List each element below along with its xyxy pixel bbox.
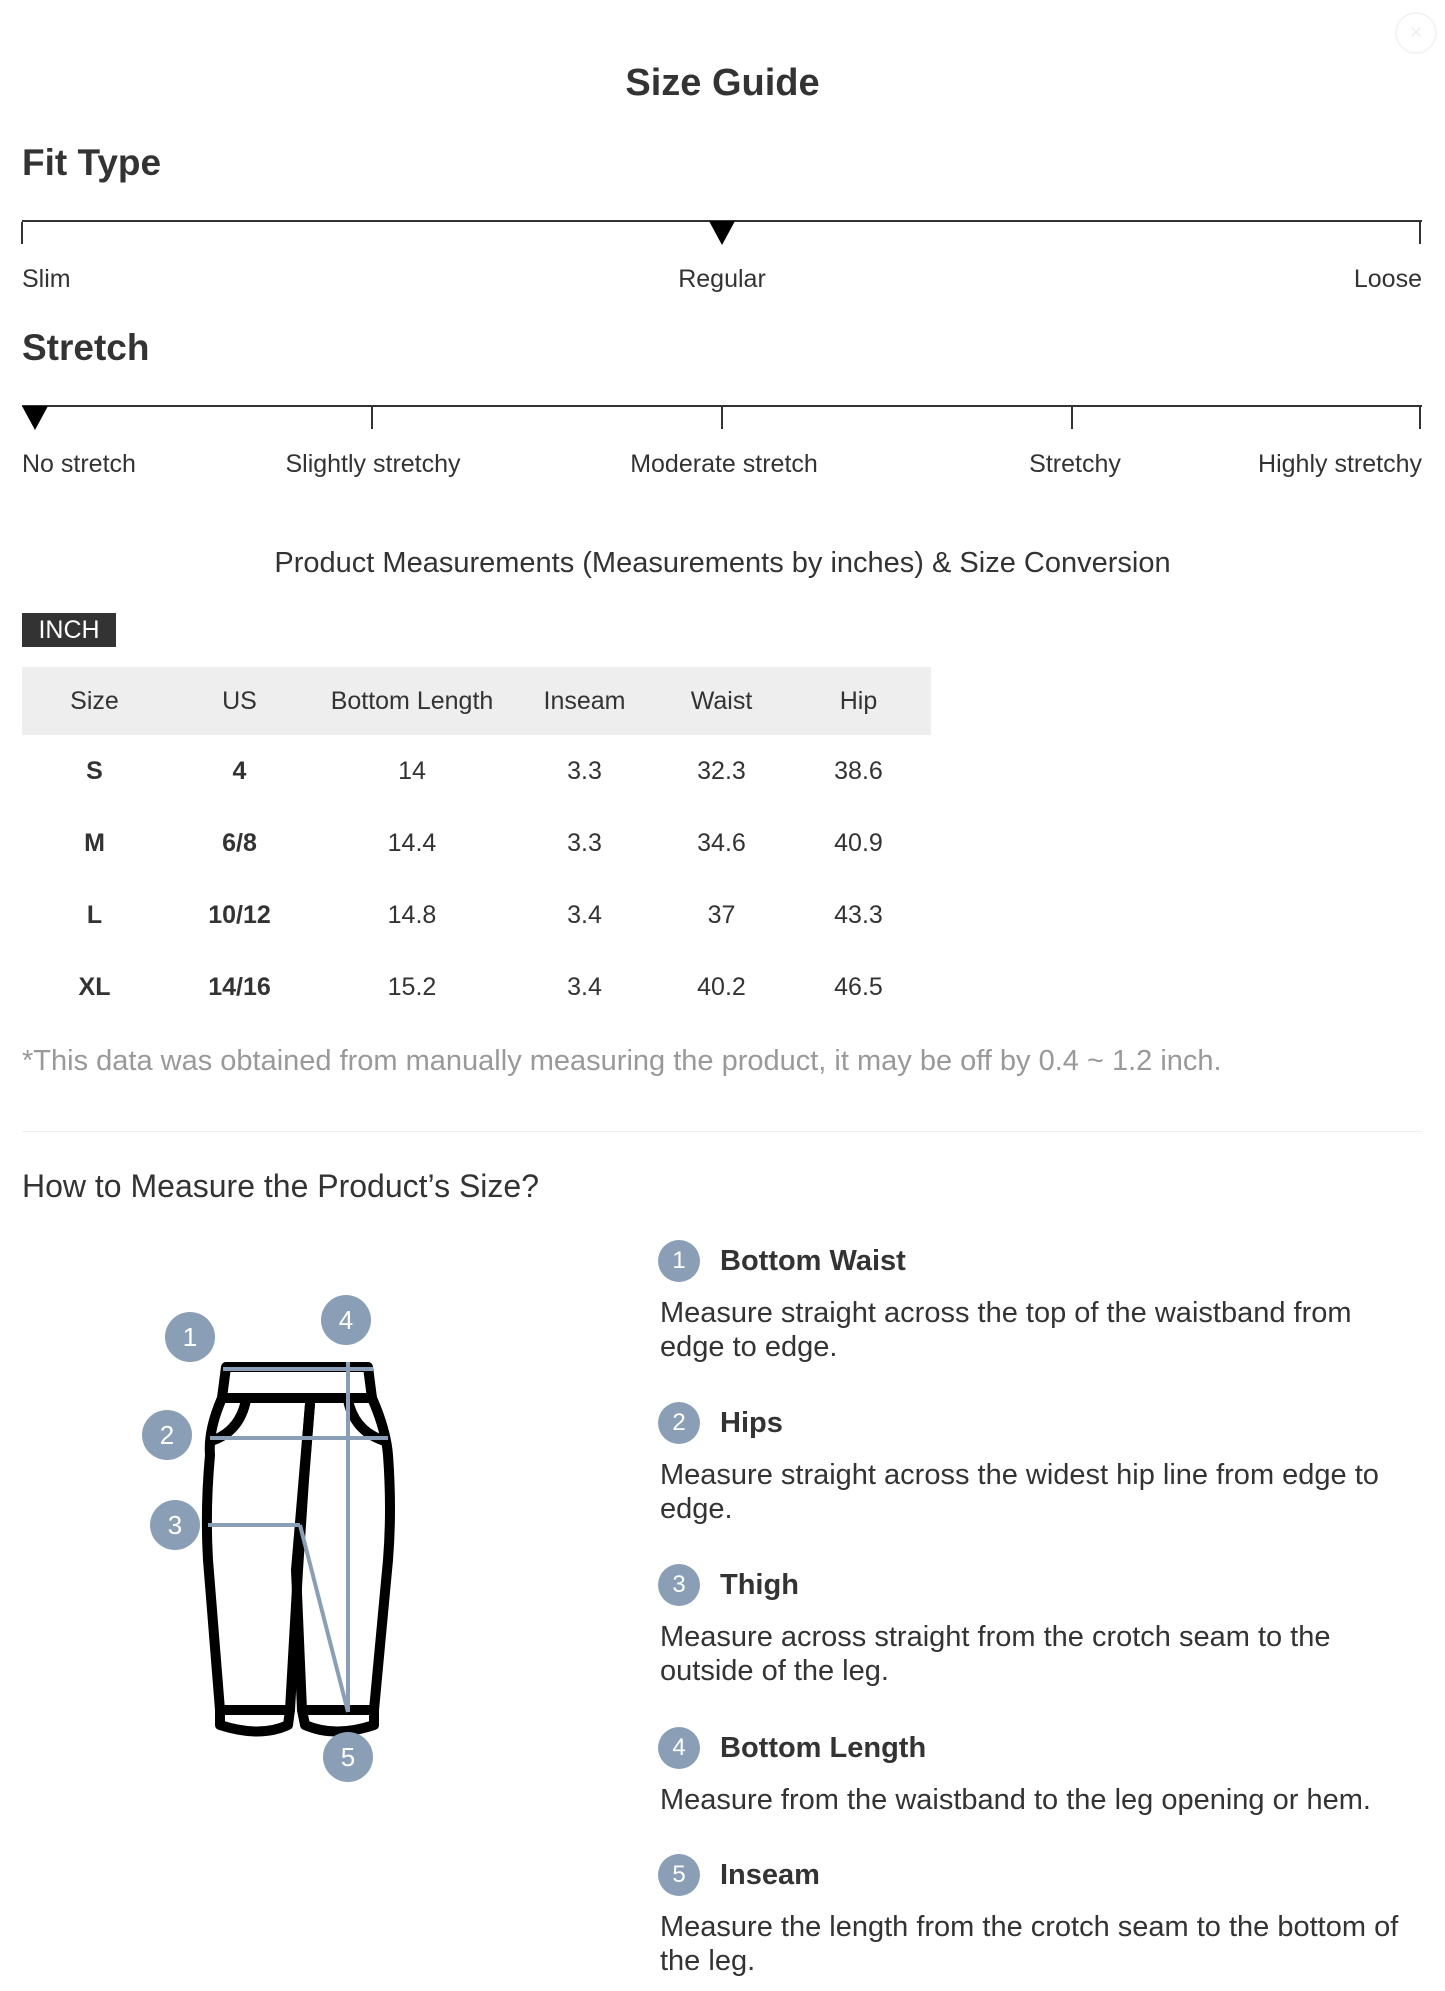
- measure-step-inseam: [658, 1854, 1418, 1978]
- step-number-badge: 3: [658, 1564, 700, 1606]
- scale-tick: [1071, 407, 1073, 429]
- fit-label-slim: Slim: [22, 265, 71, 293]
- cell-bottom-length: 15.2: [387, 972, 437, 1001]
- measurement-footnote: *This data was obtained from manually measuring the product, it may be off by 0.4 ~ 1.2 inch.: [22, 1045, 1222, 1077]
- svg-text:2: 2: [159, 1420, 175, 1450]
- cell-waist: 34.6: [697, 828, 746, 857]
- cell-us: 6/8: [222, 828, 257, 857]
- step-title: Bottom Waist: [720, 1244, 906, 1277]
- col-bottom-length: Bottom Length: [312, 667, 512, 735]
- stretch-heading: Stretch: [22, 327, 150, 368]
- cell-inseam: 3.3: [567, 828, 602, 857]
- close-button[interactable]: [1395, 12, 1437, 54]
- how-to-measure-title: How to Measure the Product’s Size?: [22, 1168, 539, 1204]
- fit-marker-icon: [709, 221, 735, 245]
- cell-size: M: [84, 828, 105, 857]
- fit-type-heading: Fit Type: [22, 142, 162, 183]
- section-divider: [22, 1131, 1422, 1132]
- step-number-badge: 1: [658, 1240, 700, 1282]
- step-description: Measure straight across the top of the waistband from edge to edge.: [660, 1297, 1352, 1363]
- measure-step-thigh: [658, 1564, 1418, 1688]
- cell-bottom-length: 14: [398, 756, 426, 785]
- cell-inseam: 3.3: [567, 756, 602, 785]
- step-description: Measure across straight from the crotch seam to the outside of the leg.: [660, 1621, 1331, 1687]
- stretch-label-none: No stretch: [22, 450, 136, 478]
- svg-text:1: 1: [182, 1322, 198, 1352]
- table-row: [22, 735, 931, 807]
- col-waist: Waist: [657, 667, 786, 735]
- cell-hip: 46.5: [834, 972, 883, 1001]
- size-table: [22, 667, 931, 1023]
- col-inseam: Inseam: [512, 667, 657, 735]
- step-title: Thigh: [720, 1568, 799, 1601]
- cell-size: S: [86, 756, 103, 785]
- step-title: Inseam: [720, 1858, 820, 1891]
- scale-tick: [721, 407, 723, 429]
- cell-hip: 43.3: [834, 900, 883, 929]
- step-description: Measure straight across the widest hip line from edge to edge.: [660, 1459, 1379, 1525]
- table-row: [22, 807, 931, 879]
- cell-bottom-length: 14.4: [387, 828, 437, 857]
- cell-bottom-length: 14.8: [387, 900, 437, 929]
- fit-type-scale: [22, 220, 1422, 244]
- pants-icon: [120, 1280, 440, 1800]
- step-title: Bottom Length: [720, 1731, 927, 1764]
- step-number-badge: 4: [658, 1727, 700, 1769]
- measure-step-bottom-waist: [658, 1240, 1418, 1364]
- step-description: Measure the length from the crotch seam to the bottom of the leg.: [660, 1911, 1399, 1977]
- cell-waist: 40.2: [697, 972, 746, 1001]
- measurements-caption: Product Measurements (Measurements by inches) & Size Conversion: [274, 547, 1171, 579]
- unit-tab-inch[interactable]: INCH: [22, 613, 116, 647]
- stretch-label-stretchy: Stretchy: [1029, 450, 1121, 478]
- measure-step-hips: [658, 1402, 1418, 1526]
- close-icon: ×: [1408, 19, 1423, 46]
- cell-hip: 40.9: [834, 828, 883, 857]
- cell-waist: 32.3: [697, 756, 746, 785]
- scale-tick: [371, 407, 373, 429]
- svg-text:5: 5: [340, 1742, 356, 1772]
- fit-label-regular: Regular: [678, 265, 766, 293]
- step-description: Measure from the waistband to the leg opening or hem.: [660, 1784, 1371, 1816]
- col-size: Size: [22, 667, 167, 735]
- fit-label-loose: Loose: [1353, 265, 1422, 293]
- step-number-badge: 2: [658, 1402, 700, 1444]
- svg-text:4: 4: [338, 1305, 354, 1335]
- measure-step-bottom-length: [658, 1727, 1418, 1817]
- table-row: [22, 879, 931, 951]
- cell-size: L: [86, 900, 103, 929]
- cell-inseam: 3.4: [567, 900, 602, 929]
- svg-text:3: 3: [167, 1510, 183, 1540]
- page-title: Size Guide: [625, 62, 820, 104]
- cell-us: 10/12: [208, 900, 271, 929]
- cell-waist: 37: [707, 900, 736, 929]
- scale-tick: [21, 222, 23, 244]
- cell-us: 14/16: [208, 972, 271, 1001]
- stretch-label-high: Highly stretchy: [1258, 450, 1422, 478]
- cell-us: 4: [232, 756, 247, 785]
- table-header-row: [22, 667, 931, 735]
- step-title: Hips: [720, 1406, 783, 1439]
- cell-inseam: 3.4: [567, 972, 602, 1001]
- stretch-scale: [22, 405, 1422, 429]
- cell-size: XL: [78, 972, 111, 1001]
- col-us: US: [167, 667, 312, 735]
- scale-tick: [1419, 222, 1421, 244]
- scale-tick: [1419, 407, 1421, 429]
- cell-hip: 38.6: [834, 756, 883, 785]
- stretch-label-moderate: Moderate stretch: [630, 450, 818, 478]
- stretch-marker-icon: [22, 406, 48, 430]
- stretch-label-slight: Slightly stretchy: [285, 450, 461, 478]
- col-hip: Hip: [786, 667, 931, 735]
- pants-measurement-diagram: [120, 1280, 440, 1800]
- table-row: [22, 951, 931, 1023]
- step-number-badge: 5: [658, 1854, 700, 1896]
